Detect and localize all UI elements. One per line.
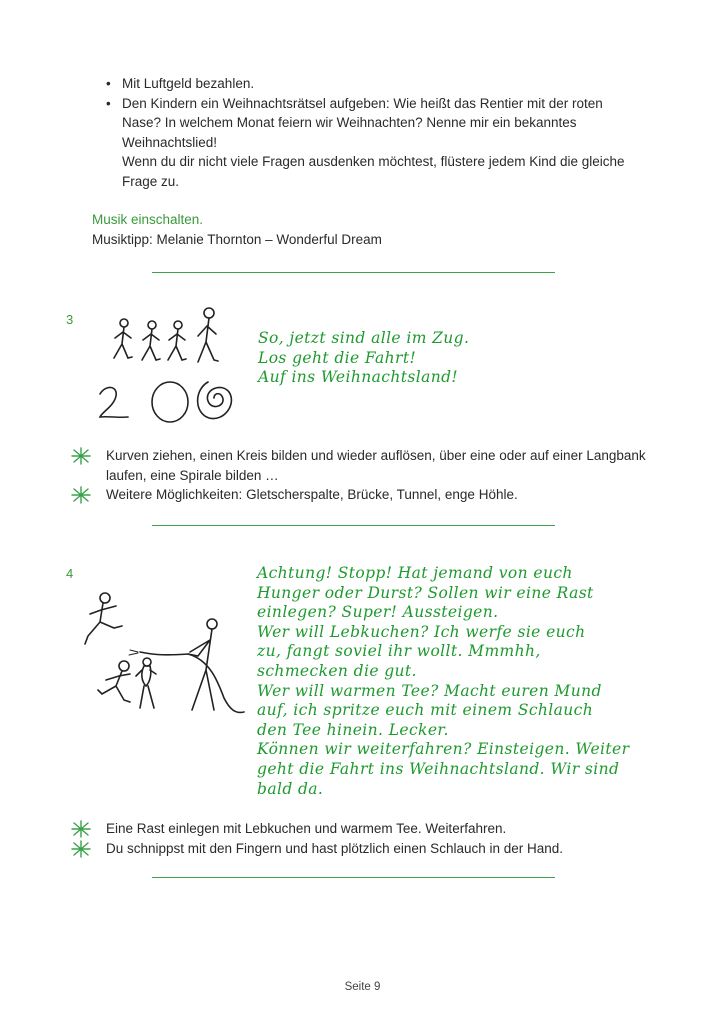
bullet-item [104, 94, 644, 192]
handwritten-line: zu, fangt soviel ihr wollt. Mmmhh, [257, 642, 541, 661]
handwritten-line: den Tee hinein. Lecker. [257, 720, 449, 739]
section-divider [152, 877, 555, 878]
section-number: 3 [66, 312, 74, 327]
bullet-text: Den Kindern ein Weihnachtsrätsel aufgeben: Wie heißt das Rentier mit der roten Nase? In welchem Monat feiern wir Weihnachten? Nenne mir ein bekanntes Weihnachtslied! [122, 95, 603, 150]
note-item [70, 485, 650, 505]
note-text: Kurven ziehen, einen Kreis bilden und wieder auflösen, über eine oder auf einer Langbank laufen, eine Spirale bilden … [106, 448, 646, 483]
note-text: Du schnippst mit den Fingern und hast plötzlich einen Schlauch in der Hand. [106, 840, 564, 856]
bullet-dot-icon: • [106, 76, 111, 91]
green-asterisk-icon [70, 839, 92, 859]
handwritten-line: Los geht die Fahrt! [258, 348, 417, 367]
handwritten-text-block [258, 329, 469, 388]
handwritten-line: So, jetzt sind alle im Zug. [258, 329, 470, 347]
handwritten-line: bald da. [257, 779, 324, 798]
handwritten-line: Auf ins Weihnachtsland! [258, 368, 459, 387]
handwritten-line: Können wir weiterfahren? Einsteigen. Weiter [257, 740, 630, 759]
bullet-item [104, 74, 644, 94]
music-heading: Musik einschalten. [92, 212, 204, 227]
train-children-drawing [96, 300, 246, 430]
handwritten-line: Achtung! Stopp! Hat jemand von euch [257, 564, 573, 582]
handwritten-line: geht die Fahrt ins Weihnachtsland. Wir sind [257, 759, 620, 778]
green-asterisk-icon [70, 485, 92, 505]
note-item [70, 446, 650, 485]
green-asterisk-icon [70, 819, 92, 839]
handwritten-line: schmecken die gut. [257, 661, 417, 680]
handwritten-line: Wer will Lebkuchen? Ich werfe sie euch [257, 622, 586, 641]
note-text: Weitere Möglichkeiten: Gletscherspalte, Brücke, Tunnel, enge Höhle. [106, 487, 518, 502]
section-divider [152, 272, 555, 273]
handwritten-text-block [257, 564, 629, 799]
bullet-extra-text: Wenn du dir nicht viele Fragen ausdenken möchtest, flüstere jedem Kind die gleiche Frage zu. [122, 154, 625, 189]
bullet-dot-icon: • [106, 95, 111, 111]
section-4-notes [70, 819, 650, 858]
bullet-text: Mit Luftgeld bezahlen. [122, 76, 255, 91]
note-text: Eine Rast einlegen mit Lebkuchen und warmem Tee. Weiterfahren. [106, 821, 507, 836]
handwritten-line: auf, ich spritze euch mit einem Schlauch [257, 701, 594, 720]
green-asterisk-icon [70, 446, 92, 466]
note-item [70, 819, 650, 839]
intro-bullet-list [104, 74, 644, 191]
note-item [70, 839, 650, 859]
section-number: 4 [66, 566, 74, 581]
music-tip: Musiktipp: Melanie Thornton – Wonderful Dream [92, 232, 382, 247]
handwritten-line: Wer will warmen Tee? Macht euren Mund [257, 681, 602, 700]
section-divider [152, 525, 555, 526]
handwritten-line: einlegen? Super! Aussteigen. [257, 603, 499, 622]
page-number: Seite 9 [344, 981, 381, 993]
section-3-notes [70, 446, 650, 505]
handwritten-line: Hunger oder Durst? Sollen wir eine Rast [257, 583, 594, 602]
rest-stop-drawing [80, 590, 255, 725]
